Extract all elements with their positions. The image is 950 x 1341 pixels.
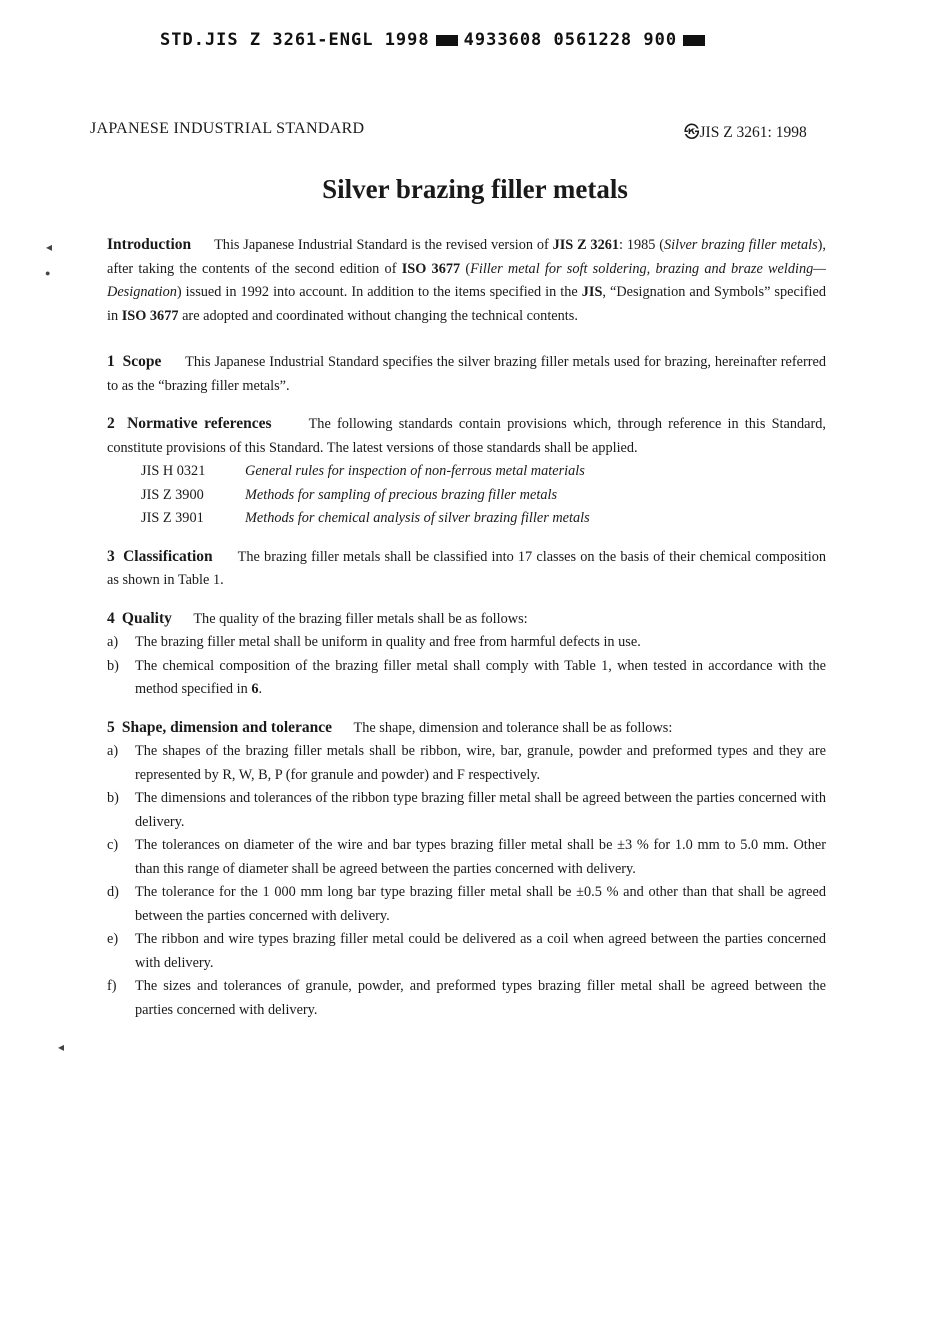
section-shape-dimension-tolerance [107,716,826,741]
reference-item [107,484,826,508]
item-label: a) [107,634,119,650]
item-label: b) [107,657,119,674]
scan-mark: ◂ [58,1040,65,1054]
reference-code: JIS Z 3901 [141,510,204,526]
item-label: a) [107,743,119,759]
list-item [107,655,826,702]
item-label: b) [107,790,119,806]
section-number: 3 [107,547,115,565]
stamp-left-text: STD.JIS Z 3261-ENGL 1998 [160,30,430,50]
item-text-end: . [258,681,263,697]
reference-code: JIS Z 3900 [141,486,204,503]
list-item [107,740,826,787]
introduction-paragraph [107,233,826,328]
section-scope [107,350,826,398]
section-heading: Shape, dimension and tolerance [121,718,333,736]
section-heading: Classification [123,547,213,565]
section-number: 1 [107,353,115,370]
item-label: f) [107,978,117,994]
intro-text: are adopted and coordinated without changing the technical contents. [178,307,578,324]
intro-std-ref: JIS Z 3261 [552,237,620,253]
black-bar-icon [683,35,705,46]
item-label: c) [107,837,119,853]
item-label: e) [107,931,119,947]
list-item [107,928,826,975]
section-text: The shape, dimension and tolerance shall be as follows: [353,719,673,736]
section-text: This Japanese Industrial Standard specifies the silver brazing filler metals used for brazing, hereinafter referred to as the “brazing filler metals”. [107,354,826,394]
item-text-wrap [135,655,826,702]
item-section-ref: 6 [251,681,259,697]
section-heading: Scope [122,353,162,370]
item-text: The chemical composition of the brazing filler metal shall comply with Table 1, when tested in accordance with the method specified in [135,657,826,697]
scan-mark: ◂ [46,240,53,254]
intro-italic-title: Silver brazing filler metals [664,237,818,253]
header-standard-number: ㉿JIS Z 3261: 1998 [684,124,807,141]
introduction-heading: Introduction [107,236,192,253]
item-text: The brazing filler metal shall be uniform in quality and free from harmful defects in use. [135,634,641,650]
section-classification [107,545,826,593]
section-heading: Normative references [127,415,272,432]
intro-italic-title: Filler metal for soft soldering, brazing and braze welding—Designation [107,260,826,300]
section-number: 2 [107,415,115,432]
intro-iso-ref: ISO 3677 [401,260,461,277]
reference-item [107,460,826,484]
page-title: Silver brazing filler metals [322,174,628,204]
section-text: The quality of the brazing filler metals shall be as follows: [193,610,528,627]
intro-iso-ref: ISO 3677 [121,307,179,324]
intro-text: This Japanese Industrial Standard is the revised version of [214,237,553,253]
header-standard-label: JAPANESE INDUSTRIAL STANDARD [90,120,365,137]
intro-text: , “Designation and Symbols” specified in [107,284,827,324]
item-text: The tolerance for the 1 000 mm long bar type brazing filler metal shall be ±0.5 % and other than that shall be agreed between the parties concerned with delivery. [135,884,826,924]
intro-text: : 1985 ( [619,237,665,253]
intro-jis-ref: JIS [581,284,603,300]
item-text: The dimensions and tolerances of the ribbon type brazing filler metal shall be agreed between the parties concerned with delivery. [135,790,826,830]
section-number: 4 [107,609,115,627]
item-text: The tolerances on diameter of the wire and bar types brazing filler metal shall be ±3 % for 1.0 mm to 5.0 mm. Other than this range of diameter shall be agreed between the parties concerned with delivery. [135,837,826,877]
reference-item [107,507,826,531]
stamp-right-text: 4933608 0561228 900 [463,30,678,50]
scan-mark: ● [45,268,51,278]
item-text: The shapes of the brazing filler metals shall be ribbon, wire, bar, granule, powder and preformed types and they are represented by R, W, B, P (for granule and powder) and F respectively. [135,743,826,783]
intro-text: ), after taking the contents of the second edition of [107,237,826,277]
reference-code: JIS H 0321 [141,463,206,479]
list-item [107,881,826,928]
section-normative-references [107,412,826,460]
list-item [107,787,826,834]
item-text: The ribbon and wire types brazing filler metal could be delivered as a coil when agreed between the parties concerned with delivery. [135,931,826,971]
intro-text: ( [460,260,471,277]
section-text: The following standards contain provisions which, through reference in this Standard, constitute provisions of this Standard. The latest versions of those standards shall be applied. [107,416,827,456]
reference-title: Methods for sampling of precious brazing filler metals [245,486,558,503]
section-number: 5 [107,718,115,736]
black-bar-icon [436,35,458,46]
document-stamp [160,30,711,50]
document-body [107,233,826,1022]
item-label: d) [107,884,119,900]
item-text: The sizes and tolerances of granule, powder, and preformed types brazing filler metal shall be agreed between the parties concerned with delivery. [135,978,826,1018]
list-item [107,975,826,1022]
reference-title: Methods for chemical analysis of silver brazing filler metals [245,510,590,526]
list-item [107,834,826,881]
intro-text: ) issued in 1992 into account. In addition to the items specified in the [176,284,582,300]
list-item [107,631,826,655]
section-text: The brazing filler metals shall be classified into 17 classes on the basis of their chemical composition as shown in Table 1. [107,548,826,588]
section-quality [107,607,826,632]
section-heading: Quality [121,609,172,627]
reference-title: General rules for inspection of non-ferrous metal materials [245,463,585,479]
